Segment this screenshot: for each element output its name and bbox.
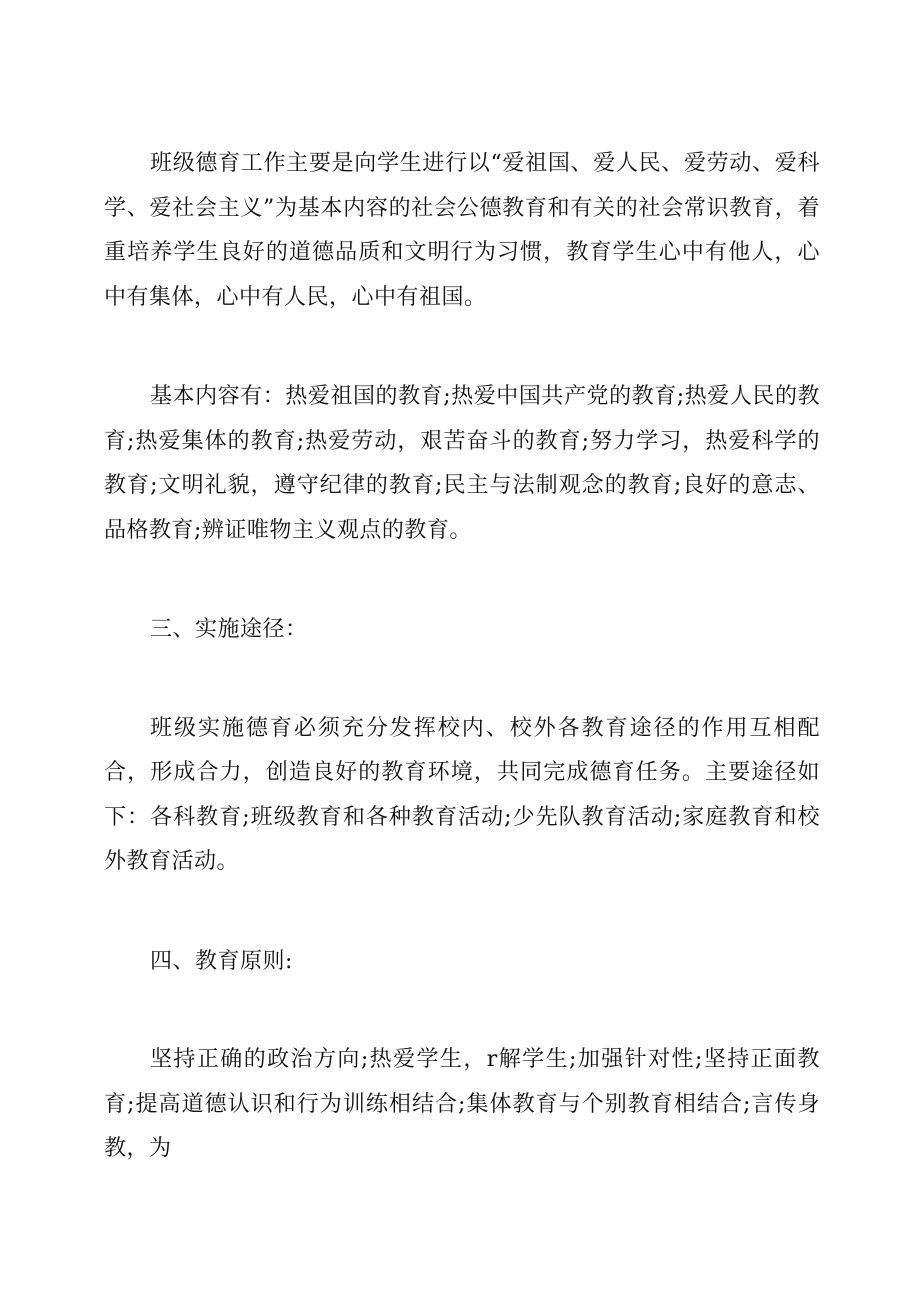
section-heading-principles: 四、教育原则: [150,948,293,974]
spacer [104,885,820,940]
spacer [104,984,820,1038]
paragraph-moral-education-intro: 班级德育工作主要是向学生进行以“爱祖国、爱人民、爱劳动、爱科学、爱社会主义”为基本内容的社会公德教育和有关的社会常识教育，着重培养学生良好的道德品质和文明行为习惯，教育学生心中有他人，心中有集体，心中有人民，心中有祖国。 [104,151,820,310]
paragraph-education-principles: 坚持正确的政治方向;热爱学生，r解学生;加强针对性;坚持正面教育;提高道德认识和行为训练相结合;集体教育与个别教育相结合;言传身教，为 [104,1047,820,1161]
spacer [104,653,820,707]
spacer [104,553,820,608]
document-page [104,142,820,1172]
paragraph-implementation-paths: 班级实施德育必须充分发挥校内、校外各教育途径的作用互相配合，形成合力，创造良好的教育环境，共同完成德育任务。主要途径如下：各科教育;班级教育和各种教育活动;少先队教育活动;家庭教育和校外教育活动。 [104,715,820,874]
section-heading-implementation: 三、实施途径： [150,617,308,642]
paragraph-basic-content: 基本内容有：热爱祖国的教育;热爱中国共产党的教育;热爱人民的教育;热爱集体的教育;热爱劳动，艰苦奋斗的教育;努力学习，热爱科学的教育;文明礼貌，遵守纪律的教育;民主与法制观念的教育;良好的意志、品格教育;辨证唯物主义观点的教育。 [104,384,820,543]
spacer [104,320,820,375]
